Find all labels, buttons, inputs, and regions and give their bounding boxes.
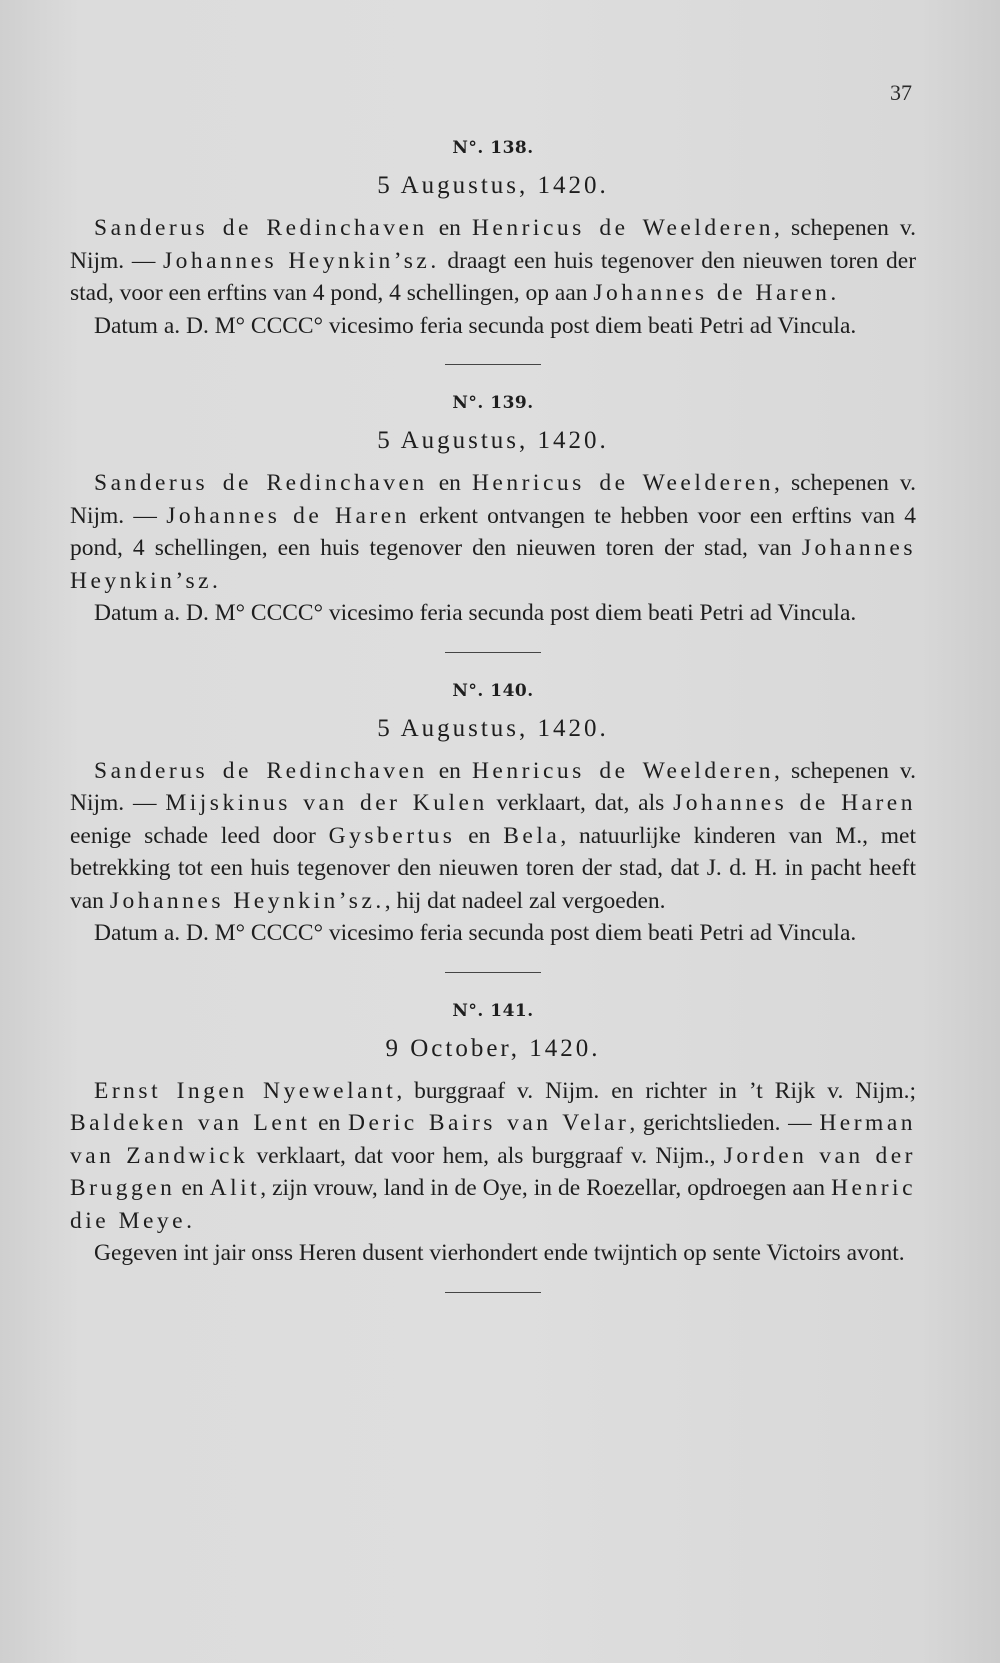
person-name: Mijskinus van der Kulen xyxy=(165,790,488,816)
entry-number: N°. 140. xyxy=(452,680,534,701)
entry-text xyxy=(70,755,916,918)
text-run: , hij dat nadeel zal vergoeden. xyxy=(384,887,666,914)
entry-date: 5 Augustus, 1420. xyxy=(377,714,609,742)
text-run: eenige schade leed door xyxy=(70,822,329,849)
person-name: Henricus de Weelderen xyxy=(471,757,775,784)
entry-138 xyxy=(70,138,916,342)
text-run: en xyxy=(175,1175,210,1201)
text-run: , zijn vrouw, land in de Oye, in de Roezellar, opdroegen aan xyxy=(260,1175,832,1201)
person-name: Alit xyxy=(209,1175,261,1201)
entry-number: N°. 138. xyxy=(452,138,534,158)
text-run: verklaart, dat voor hem, als burggraaf v. Nijm., xyxy=(248,1142,724,1169)
entry-140 xyxy=(70,681,916,950)
entry-date: 5 Augustus, 1420. xyxy=(377,172,609,199)
person-name: Gysbertus xyxy=(328,822,456,849)
text-run: , burggraaf v. Nijm. en richter in ’t Rijk v. Nijm.; xyxy=(396,1077,916,1104)
person-name: Johannes Heynkin’sz. xyxy=(163,247,440,274)
person-name: Sanderus de Redinchaven xyxy=(94,215,428,241)
person-name: Henric die Meye xyxy=(70,1175,916,1234)
person-name: Johannes Heynkin’sz. xyxy=(70,535,916,594)
person-name: Sanderus de Redinchaven xyxy=(94,470,428,496)
entry-datum: Datum a. D. M° CCCC° vicesimo feria secunda post diem beati Petri ad Vincula. xyxy=(94,600,857,626)
section-divider xyxy=(445,364,541,365)
text-run: draagt een huis tegenover den nieuwen toren der stad, voor een erftins van 4 pond, 4 schellingen, op aan xyxy=(70,247,917,306)
person-name: Johannes de Haren xyxy=(673,790,916,816)
person-name: Henricus de Weelderen xyxy=(471,215,775,241)
section-divider xyxy=(445,1292,541,1293)
text-run: , schepenen v. Nijm. — xyxy=(70,470,917,529)
entry-number: N°. 141. xyxy=(452,1000,534,1021)
entry-text xyxy=(70,1075,916,1238)
person-name: Johannes de Haren xyxy=(166,502,410,529)
text-run: erkent ontvangen te hebben voor een erftins van 4 pond, 4 schellingen, een huis tegenover den nieuwen toren der stad, van xyxy=(70,502,917,561)
text-run: . xyxy=(830,280,837,306)
entry-date: 9 October, 1420. xyxy=(385,1034,601,1062)
text-run: en xyxy=(427,215,472,241)
entry-139 xyxy=(70,393,916,630)
person-name: Herman van Zandwick xyxy=(70,1110,916,1169)
entry-datum: Gegeven int jair onss Heren dusent vierhondert ende twijntich op sente Victoirs avont. xyxy=(94,1240,905,1266)
text-run: en xyxy=(427,757,472,784)
person-name: Sanderus de Redinchaven xyxy=(94,757,428,784)
entry-datum: Datum a. D. M° CCCC° vicesimo feria secunda post diem beati Petri ad Vincula. xyxy=(94,312,857,339)
section-divider xyxy=(445,972,541,973)
person-name: Johannes Heynkin’sz. xyxy=(109,887,385,914)
person-name: Jorden van der Bruggen xyxy=(70,1142,916,1201)
entry-date: 5 Augustus, 1420. xyxy=(377,427,609,454)
text-run: . xyxy=(186,1207,192,1234)
entry-141 xyxy=(70,1001,916,1270)
person-name: Baldeken van Lent xyxy=(70,1110,311,1136)
person-name: Johannes de Haren xyxy=(593,280,831,306)
text-run: , schepenen v. Nijm. — xyxy=(70,215,917,274)
text-run: , schepenen v. Nijm. — xyxy=(70,757,917,816)
person-name: Deric Bairs van Velar xyxy=(348,1110,630,1136)
person-name: Ernst Ingen Nyewelant xyxy=(94,1077,397,1104)
entry-datum: Datum a. D. M° CCCC° vicesimo feria secunda post diem beati Petri ad Vincula. xyxy=(94,920,857,946)
text-run: , natuurlijke kinderen van M., met betrekking tot een huis tegenover den nieuwen toren der stad, dat J. d. H. in pacht heeft van xyxy=(70,822,916,914)
page-content xyxy=(70,138,916,1321)
text-run: en xyxy=(427,470,472,496)
person-name: Henricus de Weelderen xyxy=(471,470,775,496)
entry-text xyxy=(70,467,916,597)
text-run: verklaart, dat, als xyxy=(487,790,674,816)
text-run: en xyxy=(310,1110,348,1136)
page-number: 37 xyxy=(890,80,912,105)
section-divider xyxy=(445,652,541,653)
entry-text xyxy=(70,212,916,310)
text-run: , gerichtslieden. — xyxy=(629,1110,820,1136)
text-run: en xyxy=(455,822,504,849)
person-name: Bela xyxy=(503,822,561,849)
entry-number: N°. 139. xyxy=(452,393,534,413)
